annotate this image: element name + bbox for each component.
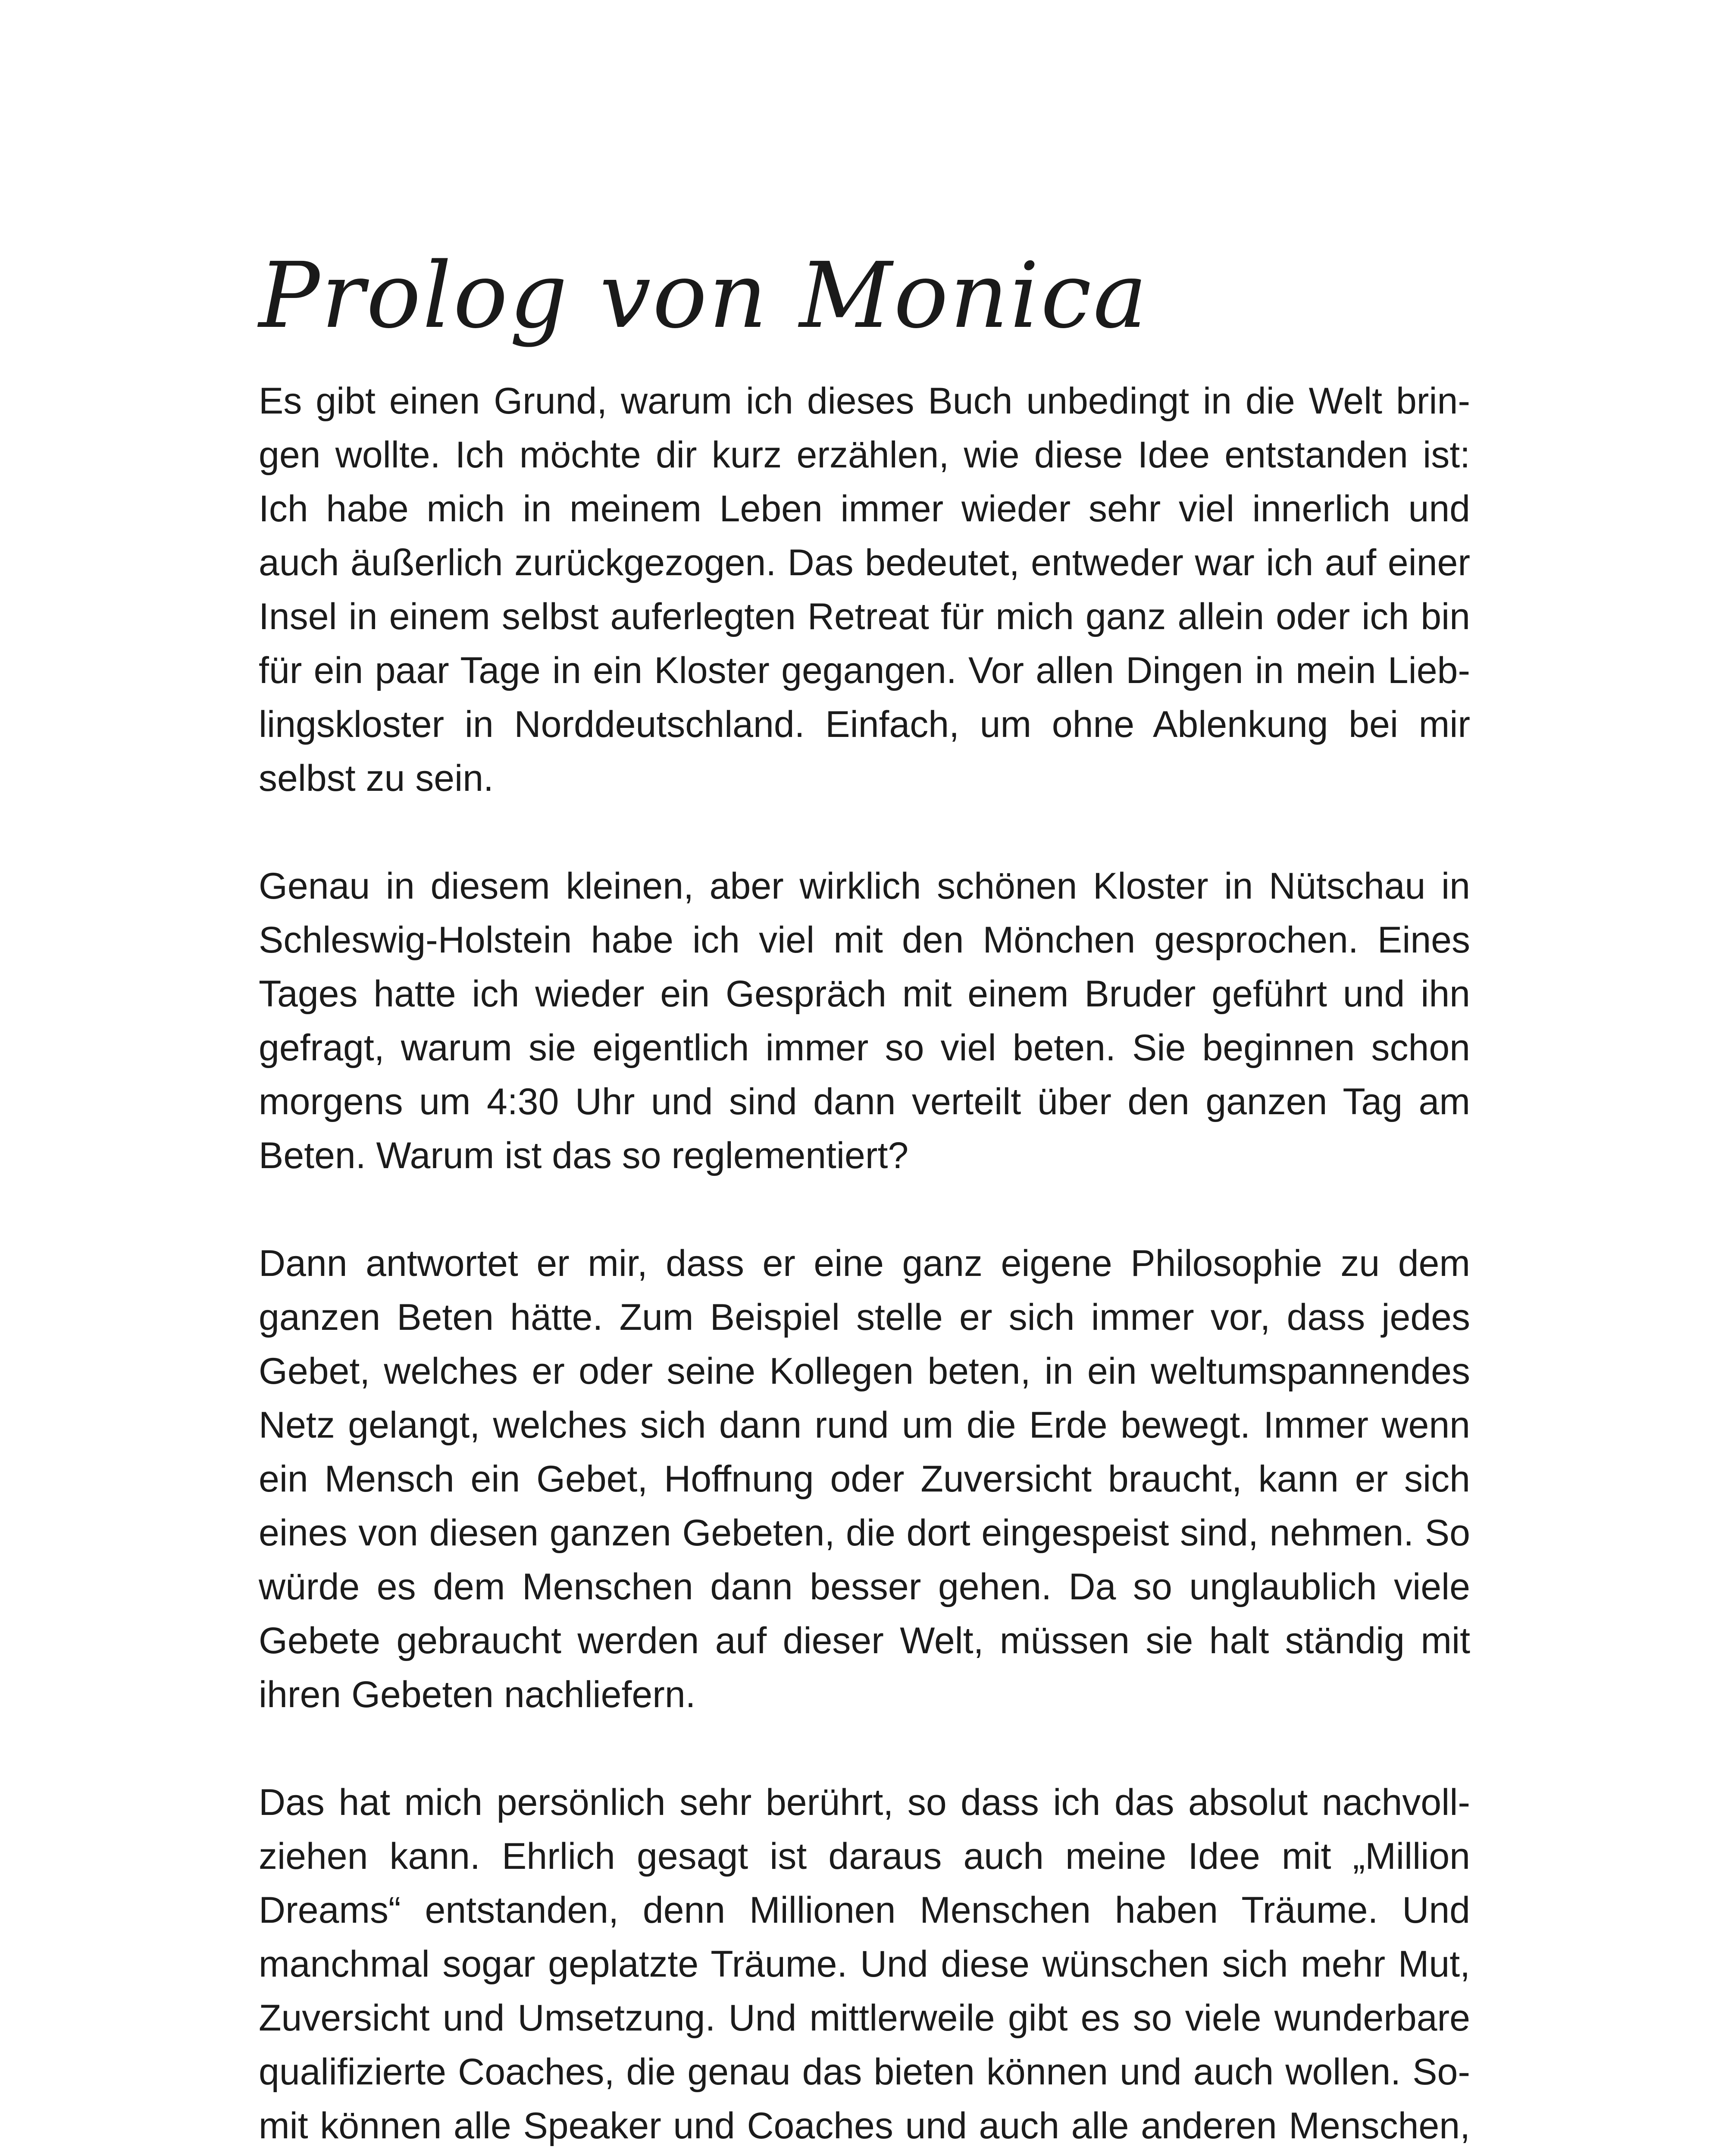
body-text xyxy=(259,374,1470,2156)
paragraph-2: Genau in diesem kleinen, aber wirklich schönen Kloster in Nütschau in Schleswig-Holstein habe ich viel mit den Mönchen gesprochen. Eines Tages hatte ich wieder ein Gespräch mit einem Bruder geführt und ihn gefragt, warum sie eigentlich immer so viel beten. Sie beginnen schon morgens um 4:30 Uhr und sind dann verteilt über den ganzen Tag am Beten. Warum ist das so reglementiert? xyxy=(259,865,1470,1176)
paragraph-4: Das hat mich persönlich sehr berührt, so dass ich das absolut nachvollziehen kann. Ehrlich gesagt ist daraus auch meine Idee mit „Million Dreams“ entstanden, denn Millionen Menschen haben Träume. Und manchmal sogar geplatzte Träume. Und diese wünschen sich mehr Mut, Zuversicht und Umsetzung. Und mittlerweile gibt es so viele wunderbare qualifizierte Coaches, die genau das bieten können und auch wollen. Somit können alle Speaker und Coaches und auch alle anderen Menschen, xyxy=(259,1782,1470,2147)
chapter-title: Prolog von Monica xyxy=(259,242,1149,348)
paragraph-3: Dann antwortet er mir, dass er eine ganz eigene Philosophie zu dem ganzen Beten hätte. Zum Beispiel stelle er sich immer vor, dass jedes Gebet, welches er oder seine Kollegen beten, in ein weltumspannendes Netz gelangt, welches sich dann rund um die Erde bewegt. Immer wenn ein Mensch ein Gebet, Hoffnung oder Zuversicht braucht, kann er sich eines von diesen ganzen Gebeten, die dort eingespeist sind, nehmen. So würde es dem Menschen dann besser gehen. Da so unglaublich viele Gebete gebraucht werden auf dieser Welt, müssen sie halt ständig mit ihren Gebeten nachliefern. xyxy=(259,1243,1470,1715)
paragraph-1: Es gibt einen Grund, warum ich dieses Buch unbedingt in die Welt bringen wollte. Ich möchte dir kurz erzählen, wie diese Idee entstanden ist: Ich habe mich in meinem Leben immer wieder sehr viel innerlich und auch äußerlich zurückgezogen. Das bedeutet, entweder war ich auf einer Insel in einem selbst auferlegten Retreat für mich ganz allein oder ich bin für ein paar Tage in ein Kloster gegangen. Vor allen Dingen in mein Lieblingskloster in Norddeutschland. Einfach, um ohne Ablenkung bei mir selbst zu sein. xyxy=(259,380,1470,799)
